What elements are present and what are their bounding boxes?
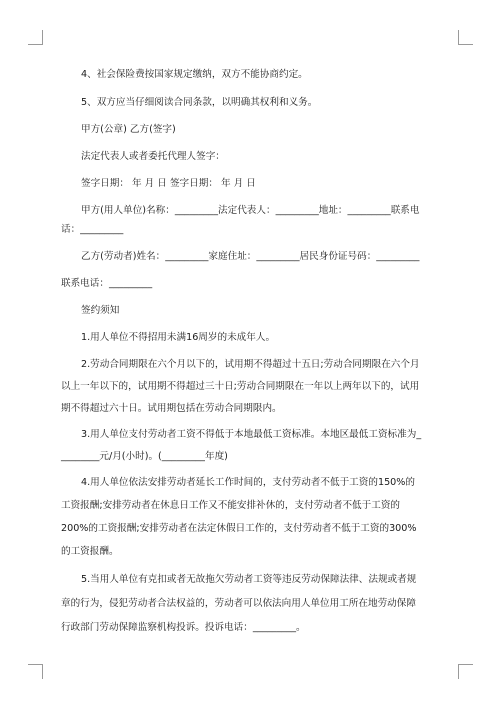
crop-mark-bottom-left [28,664,43,679]
party-a-info: 甲方(用人单位)名称：_________法定代表人：_________地址：_________联系电 [81,205,420,216]
crop-mark-top-left [28,30,43,45]
note-3-cont: ________元/月(小时)。(_________年度) [61,451,228,462]
representative-signature: 法定代表人或者委托代理人签字： [81,151,225,162]
note-1: 1.用人单位不得招用未满16周岁的未成年人。 [81,332,276,343]
note-2-cont-1: 以上一年以下的，试用期不得超过三十日;劳动合同期限在一年以上两年以下的，试用 [61,381,420,392]
note-4-cont-1: 工资报酬;安排劳动者在休息日工作又不能安排补休的，支付劳动者不低于工资的 [61,500,401,511]
note-2: 2.劳动合同期限在六个月以下的，试用期不得超过十五日;劳动合同期限在六个月 [81,359,420,370]
signing-dates: 签字日期： 年 月 日 签字日期： 年 月 日 [81,178,256,189]
note-4: 4.用人单位依法安排劳动者延长工作时间的，支付劳动者不低于工资的150%的 [81,477,415,488]
note-2-cont-2: 期不得超过六十日。试用期包括在劳动合同期限内。 [61,403,282,414]
note-5-cont-2: 行政部门劳动保障监察机构投诉。投诉电话：_________。 [61,622,306,633]
note-5-cont-1: 章的行为，侵犯劳动者合法权益的，劳动者可以依法向用人单位用工所在地劳动保障 [61,598,416,609]
party-a-info-cont: 话：_________ [61,224,124,235]
clause-4: 4、社会保险费按国家规定缴纳，双方不能协商约定。 [81,69,308,80]
party-b-info: 乙方(劳动者)姓名：_________家庭住址：_________居民身份证号码：_________ [81,251,420,262]
crop-mark-top-right [458,30,473,45]
note-5: 5.当用人单位有克扣或者无故拖欠劳动者工资等违反劳动保障法律、法规或者规 [81,574,417,585]
note-4-cont-3: 的工资报酬。 [61,546,119,557]
crop-mark-bottom-right [458,664,473,679]
signature-parties: 甲方(公章) 乙方(签字) [81,124,176,135]
clause-5: 5、双方应当仔细阅读合同条款，以明确其权利和义务。 [81,97,318,108]
party-b-phone: 联系电话：_________ [61,278,153,289]
note-3: 3.用人单位支付劳动者工资不得低于本地最低工资标准。本地区最低工资标准为_ [81,429,422,440]
note-4-cont-2: 200%的工资报酬;安排劳动者在法定休假日工作的，支付劳动者不低于工资的300% [61,523,417,534]
signing-notes-heading: 签约须知 [81,305,120,316]
